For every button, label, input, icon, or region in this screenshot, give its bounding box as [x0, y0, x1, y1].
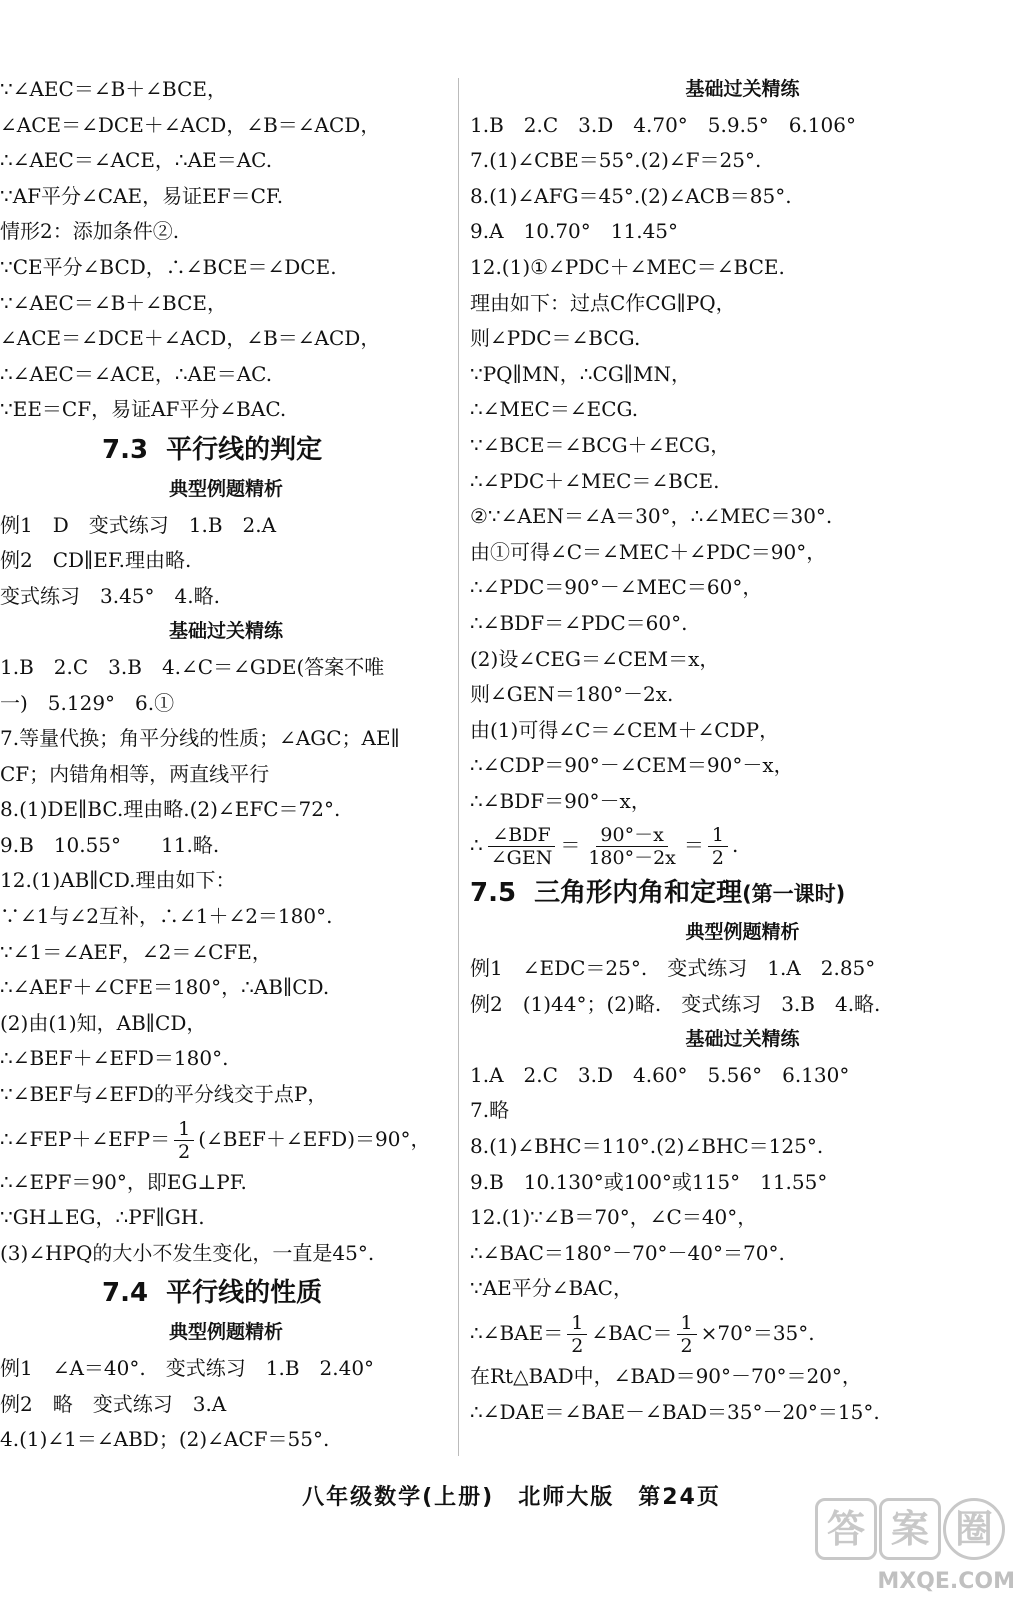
section-number: 7.5 [470, 878, 517, 909]
numerator: 1 [567, 1312, 587, 1335]
text-line: ∠ACE＝∠DCE＋∠ACD，∠B＝∠ACD， [0, 326, 381, 351]
left-block-1 [0, 72, 452, 428]
subheading-basic-practice: 基础过关精练 [168, 620, 283, 643]
text-line: (2)由(1)知，AB∥CD， [0, 1010, 207, 1035]
text-line: 4.(1)∠1＝∠ABD；(2)∠ACF＝55°. [0, 1427, 330, 1452]
text-line: ∴∠BAC＝180°－70°－40°＝70°. [470, 1240, 785, 1265]
text-line: ∴∠AEC＝∠ACE，∴AE＝AC. [0, 148, 273, 173]
denominator: 180°－2x [588, 847, 676, 870]
text-line: 由①可得∠C＝∠MEC＋∠PDC＝90°， [470, 539, 827, 564]
watermark-char: 答 [815, 1498, 877, 1560]
fraction [174, 1118, 194, 1163]
text-line: 情形2：添加条件②. [0, 219, 180, 244]
text-line: (3)∠HPQ的大小不发生变化，一直是45°. [0, 1240, 375, 1265]
text-line: 1.A 2.C 3.D 4.60° 5.56° 6.130° [470, 1062, 850, 1087]
text-line: 例2 (1)44°；(2)略. 变式练习 3.B 4.略. [470, 991, 881, 1016]
section-heading: 三角形内角和定理 [534, 878, 743, 909]
text-line: ∴∠BDF＝∠PDC＝60°. [470, 610, 688, 635]
watermark-char: 圈 [943, 1498, 1005, 1560]
text-line: ∵AE平分∠BAC， [470, 1276, 633, 1301]
text-line: 9.A 10.70° 11.45° [470, 219, 679, 244]
right-block-2 [470, 951, 1015, 1022]
text-line: ∵AF平分∠CAE，易证EF＝CF. [0, 183, 284, 208]
text-line: CF；内错角相等，两直线平行 [0, 761, 270, 786]
text-line: ∴∠AEC＝∠ACE，∴AE＝AC. [0, 361, 273, 386]
text-line: 例2 略 变式练习 3.A [0, 1391, 227, 1416]
right-block-1 [470, 108, 1015, 820]
text-line: ∴∠AEF＋∠CFE＝180°，∴AB∥CD. [0, 975, 330, 1000]
text-line: ∴∠CDP＝90°－∠CEM＝90°－x， [470, 753, 794, 778]
numerator: 1 [174, 1118, 194, 1141]
text-line: ∵PQ∥MN，∴CG∥MN， [470, 361, 692, 386]
section-heading: 平行线的性质 [166, 1278, 323, 1309]
right-block-4 [470, 1359, 1015, 1430]
text-line: ∴∠EPF＝90°，即EG⊥PF. [0, 1169, 247, 1194]
text-line: ②∵∠AEN＝∠A＝30°，∴∠MEC＝30°. [470, 504, 833, 529]
text-line: 例1 ∠A＝40°. 变式练习 1.B 2.40° [0, 1356, 375, 1380]
watermark-char: 案 [879, 1498, 941, 1560]
text-line: 7.(1)∠CBE＝55°.(2)∠F＝25°. [470, 148, 762, 173]
text-line: 12.(1)∵∠B＝70°，∠C＝40°， [470, 1205, 758, 1230]
fraction [584, 824, 680, 869]
text-line: ∵∠1＝∠AEF，∠2＝∠CFE， [0, 939, 272, 964]
text-line: 1.B 2.C 3.D 4.70° 5.9.5° 6.106° [470, 112, 856, 137]
fraction-prefix: ∴∠FEP＋∠EFP＝ [0, 1126, 171, 1151]
text-line: 7.等量代换；角平分线的性质；∠AGC；AE∥ [0, 726, 400, 751]
text-line: 则∠GEN＝180°－2x. [470, 682, 674, 707]
section-number: 7.4 [102, 1278, 149, 1309]
denominator: 2 [178, 1140, 191, 1163]
fraction [708, 824, 728, 869]
fraction-line [0, 1113, 452, 1165]
page-footer: 八年级数学(上册) 北师大版 第24页 [302, 1485, 721, 1510]
subheading-basic-practice: 基础过关精练 [685, 78, 800, 100]
equals-sign: ＝ [560, 833, 581, 858]
section-heading: 平行线的判定 [166, 434, 323, 465]
text-line: ∵∠AEC＝∠B＋∠BCE， [0, 290, 228, 315]
fraction-middle: ∠BAC＝ [591, 1321, 673, 1345]
text-line: ∴∠MEC＝∠ECG. [470, 397, 639, 422]
text-line: ∴∠BDF＝90°－x， [470, 788, 651, 813]
text-line: ∵EE＝CF，易证AF平分∠BAC. [0, 397, 287, 422]
text-line: ∵GH⊥EG，∴PF∥GH. [0, 1205, 205, 1230]
subheading-examples: 典型例题精析 [168, 477, 283, 500]
fraction [567, 1312, 587, 1357]
equals-sign: ＝ [683, 833, 704, 858]
section-title-7-3 [0, 428, 452, 472]
text-line: 一) 5.129° 6.① [0, 690, 175, 715]
left-block-3 [0, 650, 452, 1113]
text-line: 则∠PDC＝∠BCG. [470, 326, 641, 351]
watermark-logo [815, 1498, 1015, 1594]
column-divider [458, 78, 459, 1456]
fraction [677, 1312, 697, 1357]
ratio-fraction-line [470, 819, 1015, 871]
text-line: 9.B 10.55° 11.略. [0, 832, 220, 857]
text-line: ∴∠PDC＝90°－∠MEC＝60°， [470, 575, 763, 600]
fraction-suffix: . [732, 833, 739, 858]
right-block-3 [470, 1058, 1015, 1307]
text-line: 变式练习 3.45° 4.略. [0, 583, 220, 608]
section-title-7-5 [470, 871, 1015, 915]
text-line: 1.B 2.C 3.B 4.∠C＝∠GDE(答案不唯 [0, 654, 385, 679]
text-line: ∴∠DAE＝∠BAE－∠BAD＝35°－20°＝15°. [470, 1399, 880, 1424]
watermark-site: MXQE.COM [877, 1569, 1015, 1594]
text-line: (2)设∠CEG＝∠CEM＝x， [470, 646, 720, 671]
subheading-examples: 典型例题精析 [685, 921, 800, 944]
denominator: ∠GEN [490, 847, 553, 870]
left-block-5 [0, 1351, 452, 1458]
fraction [487, 824, 557, 869]
text-line: 9.B 10.130°或100°或115° 11.55° [470, 1169, 828, 1194]
numerator: 1 [677, 1312, 697, 1335]
text-line: 例2 CD∥EF.理由略. [0, 548, 192, 573]
text-line: ∵∠AEC＝∠B＋∠BCE， [0, 77, 228, 101]
text-line: 12.(1)AB∥CD.理由如下： [0, 868, 236, 893]
denominator: 2 [711, 847, 724, 870]
text-line: ∠ACE＝∠DCE＋∠ACD，∠B＝∠ACD， [0, 112, 381, 137]
text-line: 8.(1)∠AFG＝45°.(2)∠ACB＝85°. [470, 183, 792, 208]
numerator: 1 [708, 824, 728, 847]
fraction-suffix: (∠BEF＋∠EFD)＝90°， [198, 1126, 431, 1151]
text-line: 例1 D 变式练习 1.B 2.A [0, 512, 277, 537]
text-line: ∵∠1与∠2互补，∴∠1＋∠2＝180°. [0, 904, 333, 929]
text-line: 12.(1)①∠PDC＋∠MEC＝∠BCE. [470, 254, 785, 279]
fraction-prefix: ∴ [470, 833, 483, 858]
text-line: ∵∠BCE＝∠BCG＋∠ECG， [470, 432, 731, 457]
text-line: 由(1)可得∠C＝∠CEM＋∠CDP， [470, 717, 780, 742]
left-column [0, 72, 452, 1458]
bae-fraction-line [470, 1307, 1015, 1359]
text-line: ∴∠PDC＋∠MEC＝∠BCE. [470, 468, 720, 493]
numerator: 90°－x [596, 824, 667, 847]
text-line: 8.(1)DE∥BC.理由略.(2)∠EFC＝72°. [0, 797, 341, 822]
text-line: 8.(1)∠BHC＝110°.(2)∠BHC＝125°. [470, 1134, 824, 1159]
text-line: 7.略 [470, 1098, 510, 1123]
left-block-2 [0, 508, 452, 615]
fraction-suffix: ×70°＝35°. [700, 1321, 815, 1345]
text-line: 理由如下：过点C作CG∥PQ， [470, 290, 736, 315]
subheading-basic-practice: 基础过关精练 [685, 1028, 800, 1051]
numerator: ∠BDF [488, 824, 554, 847]
text-line: 在Rt△BAD中，∠BAD＝90°－70°＝20°， [470, 1364, 862, 1388]
section-subtitle: (第一课时) [742, 882, 846, 907]
subheading-examples: 典型例题精析 [168, 1321, 283, 1344]
text-line: ∵CE平分∠BCD，∴∠BCE＝∠DCE. [0, 254, 337, 279]
denominator: 2 [680, 1335, 693, 1357]
denominator: 2 [571, 1335, 584, 1357]
left-block-4 [0, 1165, 452, 1272]
section-number: 7.3 [102, 434, 149, 465]
right-column [470, 72, 1015, 1430]
text-line: 例1 ∠EDC＝25°. 变式练习 1.A 2.85° [470, 956, 876, 981]
text-line: ∴∠BEF＋∠EFD＝180°. [0, 1046, 229, 1071]
fraction-prefix: ∴∠BAE＝ [470, 1321, 564, 1345]
text-line: ∵∠BEF与∠EFD的平分线交于点P， [0, 1082, 328, 1107]
section-title-7-4 [0, 1271, 452, 1315]
